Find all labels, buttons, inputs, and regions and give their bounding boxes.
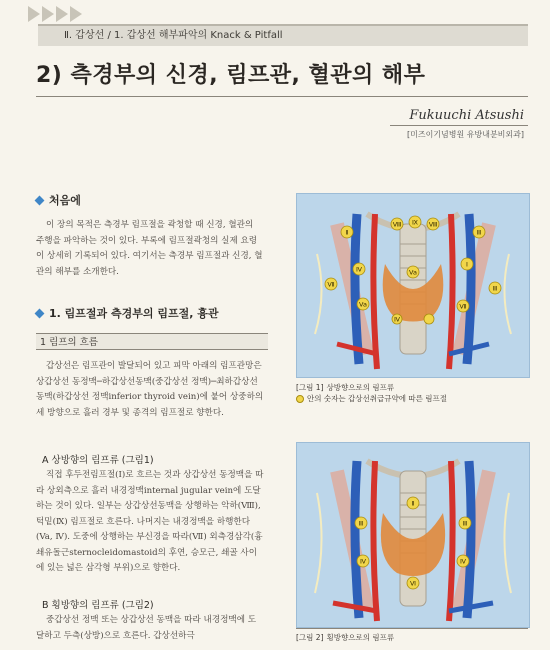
lymph-node-label: Ⅵ [410, 579, 416, 588]
subsection-b-paragraph: 중갑상선 정맥 또는 상갑상선 동맥을 따라 내경정맥에 도달하고 두측(상방)으로 흐른다. 갑상선하극 [36, 615, 257, 641]
figure1-note: 안의 숫자는 갑상선취급규약에 따른 림프절 [296, 393, 447, 404]
lymph-node-label: Ⅲ [476, 228, 482, 237]
lymph-node-label: Ⅷ [392, 220, 402, 229]
lymph-node-label: Ⅲ [492, 284, 498, 293]
lymph-node-label: Ⅳ [460, 557, 466, 566]
lymph-flow-paragraph: 갑상선은 림프관이 발달되어 있고 피막 아래의 림프관망은 상갑상선 동정맥─하갑상선동맥(중갑상선 정맥)─최하갑상선동맥(하갑상선 정맥inferior thyroid vein)에 붙어 상중하의 세 방향으로 흘러 경부 및 종격의 림프절로 향한다. [36, 361, 264, 418]
section1-heading [36, 305, 218, 321]
lymph-node-label: Ⅳ [356, 265, 362, 274]
figure1-anatomy-illustration [296, 193, 530, 378]
lymph-node-label: Ⅷ [428, 220, 438, 229]
lymph-node-label: Ⅰ [466, 260, 468, 269]
neck-anatomy-diagram-1 [297, 194, 529, 377]
lymph-node-label: Va [409, 268, 417, 277]
author-name: Fukuuchi Atsushi [409, 108, 524, 123]
author-divider [390, 125, 528, 126]
lymph-node-label: Ⅳ [394, 315, 400, 324]
lymph-node-label: Va [359, 300, 367, 309]
figure2-anatomy-illustration [296, 442, 530, 628]
diamond-bullet-icon [35, 195, 45, 205]
page-title: 2) 측경부의 신경, 림프관, 혈관의 해부 [36, 63, 426, 88]
subsection-a-heading: A 상방향의 림프류 (그림1) [42, 455, 154, 466]
lymph-node-label: Ⅲ [462, 519, 468, 528]
lymph-node-label: Ⅱ [411, 499, 415, 508]
lymph-node-label: Ⅲ [358, 519, 364, 528]
neck-anatomy-diagram-2 [297, 443, 529, 627]
figure2-divider [296, 628, 528, 629]
header-chevrons [28, 6, 82, 22]
figure2-caption: [그림 2] 횡방향으로의 림프류 [296, 633, 395, 642]
lymph-node-label: Ⅶ [459, 302, 467, 311]
lymph-node-label: Ⅳ [360, 557, 366, 566]
diamond-bullet-icon [35, 308, 45, 318]
lymph-node-label: Ⅸ [412, 218, 418, 227]
lymph-node-legend-icon [296, 395, 304, 403]
intro-heading [36, 192, 81, 208]
section1-heading-text: 1. 림프절과 측경부의 림프절, 흉관 [49, 307, 219, 320]
title-divider [36, 96, 528, 97]
subsection-lymph-flow: 1 림프의 흐름 [36, 333, 268, 350]
subsection-a-paragraph: 직접 후두전림프절(Ⅰ)로 흐르는 것과 상갑상선 동정맥을 따라 상외측으로 흘러 내경정맥internal jugular vein에 도달하는 것이 있다. 일부는 상갑상선동맥을 상행하는 악하(Ⅷ), 턱밑(Ⅸ) 림프절로 흐른다. 나머지는 내경정맥을 하행한다(Va, Ⅳ). 도중에 상행하는 부신경을 따라(Ⅶ) 외측경삼각(흉쇄유돌근sternocleidomastoid의 후연, 승모근, 쇄골 사이에 있는 넓은 삼각형 부위)으로 향한다. [36, 470, 264, 573]
breadcrumb: Ⅱ. 갑상선 / 1. 갑상선 해부파악의 Knack & Pitfall [64, 30, 283, 41]
subsection-b-heading: B 횡방향의 림프류 (그림2) [42, 600, 154, 611]
intro-heading-text: 처음에 [49, 194, 81, 207]
author-affiliation: [미즈이기념병원 유방내분비외과] [407, 130, 524, 139]
intro-paragraph: 이 장의 목적은 측경부 림프절을 곽청할 때 신경, 혈관의 주행을 파악하는 것이 있다. 부록에 림프절곽청의 실제 요령이 상세히 기록되어 있다. 여기서는 측경부 림프절과 신경, 혈관의 해부를 소개한다. [36, 220, 263, 277]
lymph-node-label: Ⅶ [327, 280, 335, 289]
lymph-node-label: Ⅱ [345, 228, 349, 237]
figure1-caption: [그림 1] 상방향으로의 림프류 [296, 383, 395, 392]
